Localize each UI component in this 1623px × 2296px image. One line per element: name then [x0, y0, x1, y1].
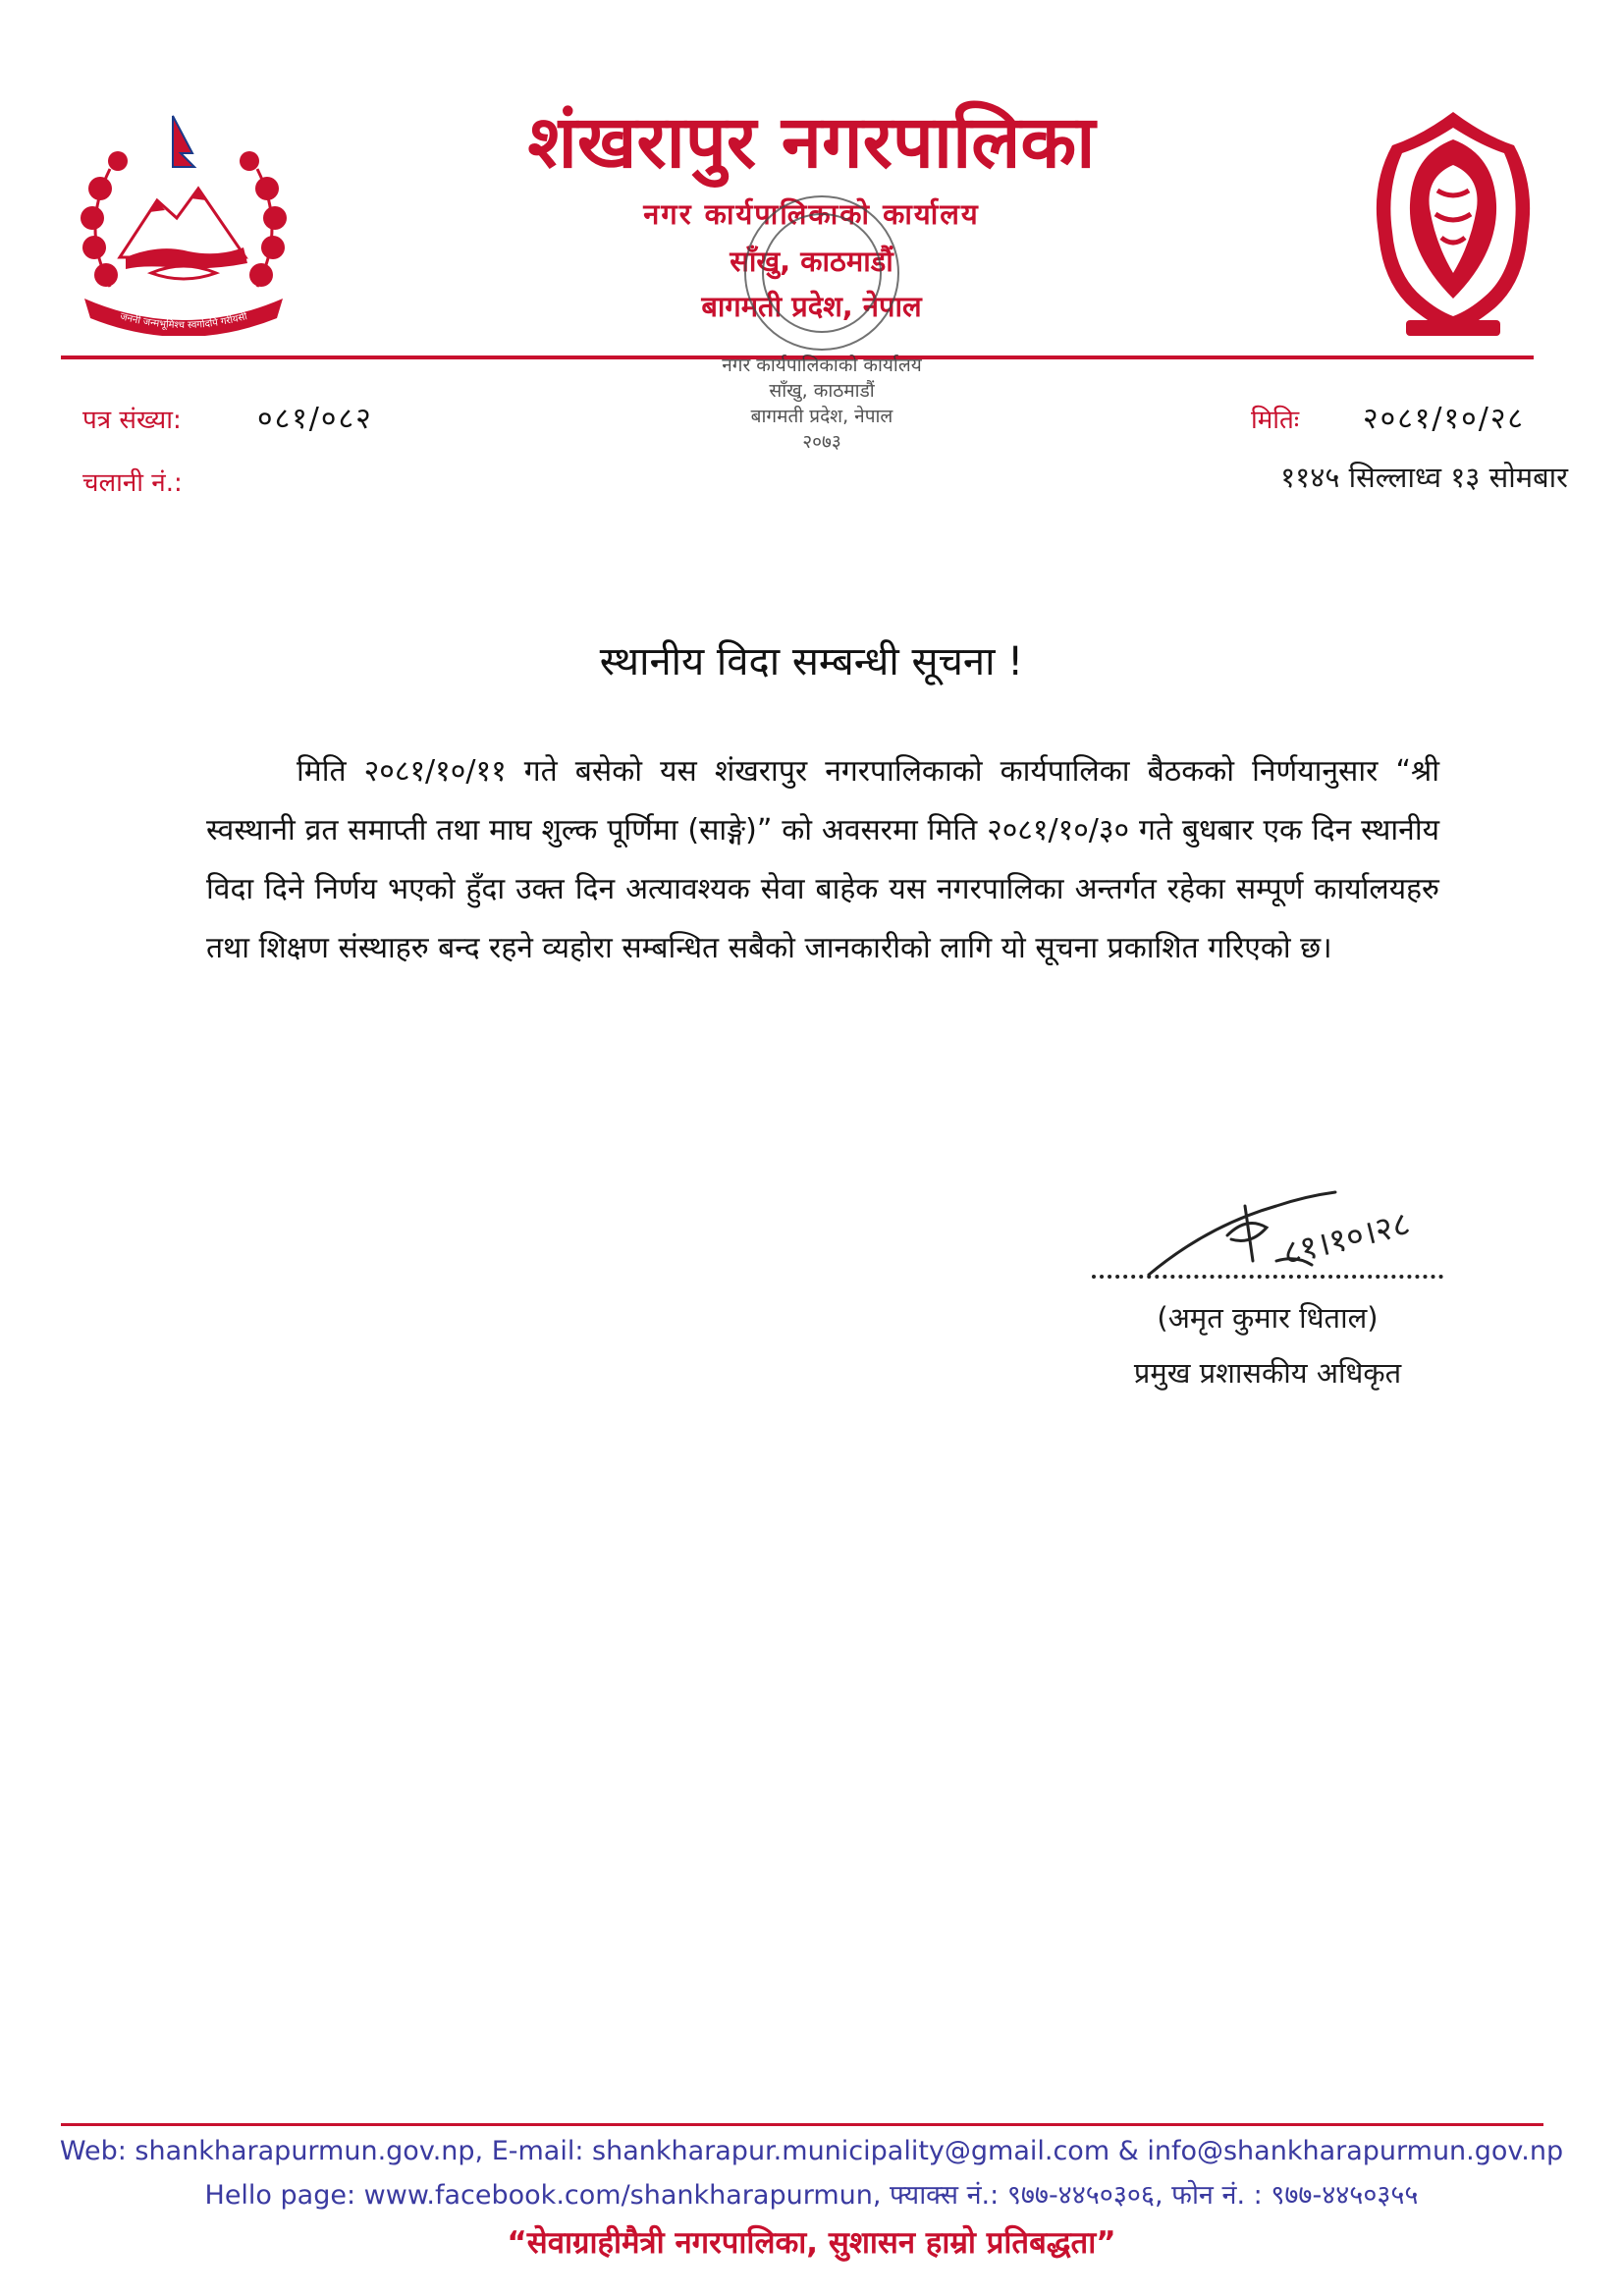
notice-title: स्थानीय विदा सम्बन्धी सूचना !: [599, 639, 1024, 684]
reference-number-value: ०८१/०८२: [257, 402, 373, 436]
conch-shell-logo-icon: [1367, 106, 1540, 342]
date-value: २०८१/१०/२८: [1363, 402, 1526, 436]
footer-contact-phone: Hello page: www.facebook.com/shankharapurmun, फ्याक्स नं.: ९७७-४४५०३०६, फोन नं. : ९७७-४४५०३५५: [204, 2180, 1419, 2211]
nepal-coat-of-arms-icon: [71, 110, 297, 336]
stamp-line3: बागमती प्रदेश, नेपाल: [750, 406, 893, 427]
stamp-line1: नगर कार्यपालिकाको कार्यालय: [722, 355, 922, 376]
handwritten-date: ८१।१०।२८: [1278, 1204, 1415, 1274]
footer-contact-web-email: Web: shankharapurmun.gov.np, E-mail: shankharapur.municipality@gmail.com & info@shankharapurmun.gov.np: [59, 2136, 1564, 2166]
svg-text:जननी जन्मभूमिश्च स्वर्गादपि गर: जननी जन्मभूमिश्च स्वर्गादपि गरीयसी: [118, 311, 249, 332]
office-name: नगर कार्यपालिकाको कार्यालय: [643, 197, 980, 231]
municipality-title: शंखरापुर नगरपालिका: [527, 100, 1096, 185]
reference-number-label: पत्र संख्या:: [82, 406, 182, 435]
dispatch-number-label: चलानी नं.:: [82, 468, 183, 498]
office-location: साँखु, काठमाडौं: [730, 245, 893, 278]
signer-title: प्रमुख प्रशासकीय अधिकृत: [1133, 1356, 1402, 1390]
stamp-line2: साँखु, काठमाडौं: [769, 380, 875, 402]
nepal-sambat-date: ११४५ सिल्लाध्व १३ सोमबार: [1280, 461, 1568, 494]
footer-motto: “सेवाग्राहीमैत्री नगरपालिका, सुशासन हाम्रो प्रतिबद्धता”: [507, 2225, 1116, 2261]
footer-divider: [61, 2123, 1543, 2126]
office-province: बागमती प्रदेश, नेपाल: [701, 290, 922, 323]
stamp-year: २०७३: [802, 431, 841, 453]
date-label: मितिः: [1251, 406, 1300, 435]
signature-line: [1092, 1275, 1443, 1279]
notice-body: मिति २०८१/१०/११ गते बसेको यस शंखरापुर नगरपालिकाको कार्यपालिका बैठकको निर्णयानुसार “श्री स्वस्थानी व्रत समाप्ती तथा माघ शुल्क पूर्णिमा (साङ्गे)” को अवसरमा मिति २०८१/१०/३० गते बुधबार एक दिन स्थानीय विदा दिने निर्णय भएको हुँदा उक्त दिन अत्यावश्यक सेवा बाहेक यस नगरपालिका अन्तर्गत रहेका सम्पूर्ण कार्यालयहरु तथा शिक्षण संस्थाहरु बन्द रहने व्यहोरा सम्बन्धित सबैको जानकारीको लागि यो सूचना प्रकाशित गरिएको छ।: [206, 754, 1439, 965]
office-stamp-icon: [699, 165, 945, 460]
signer-name: (अमृत कुमार धिताल): [1157, 1301, 1379, 1335]
